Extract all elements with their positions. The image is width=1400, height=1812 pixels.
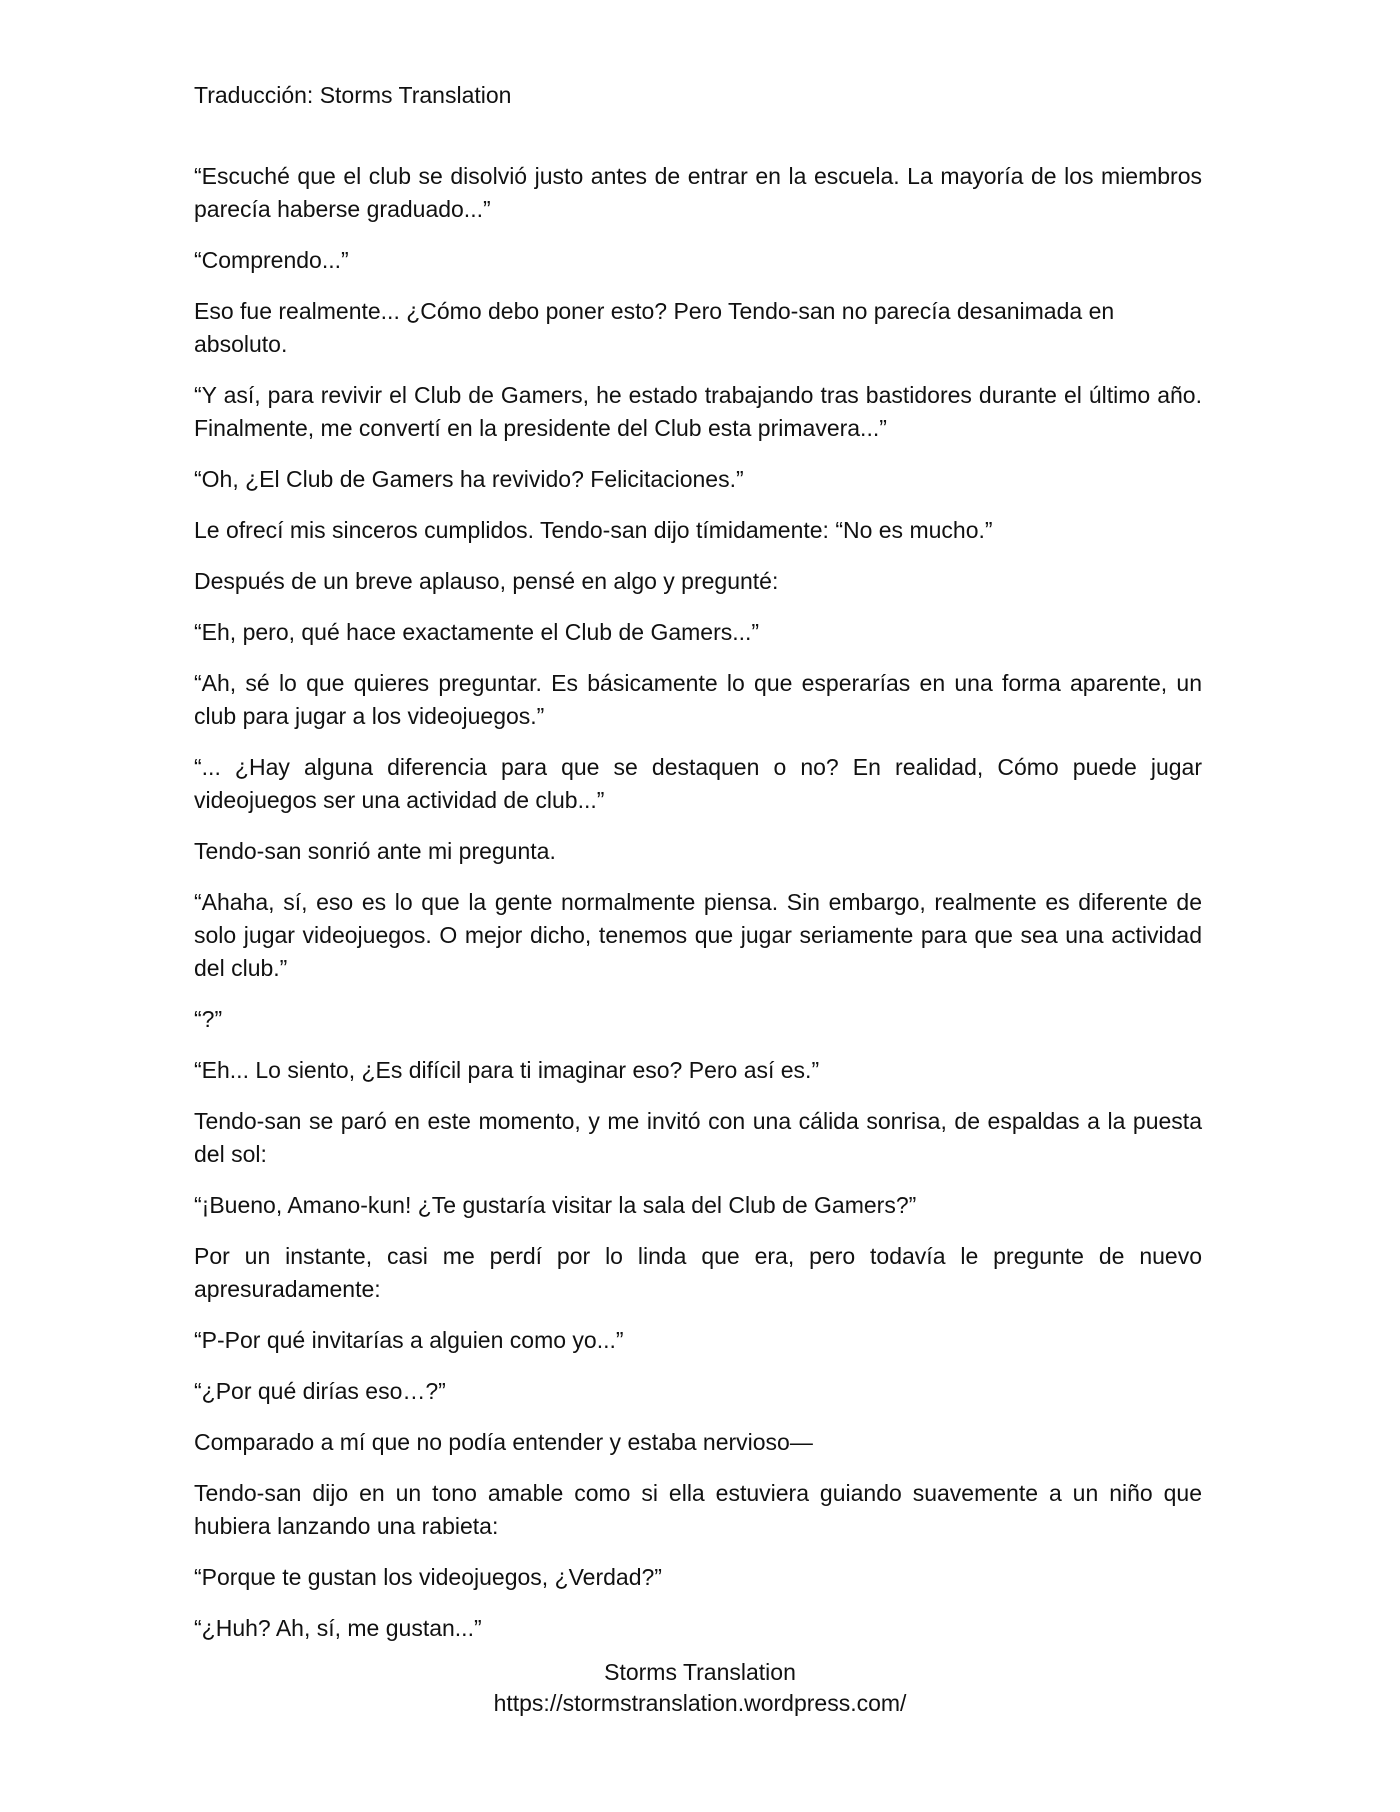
paragraph: Por un instante, casi me perdí por lo linda que era, pero todavía le pregunte de nuevo apresuradamente: [194, 1243, 1202, 1302]
paragraph: “Oh, ¿El Club de Gamers ha revivido? Felicitaciones.” [194, 466, 744, 492]
paragraph: “Porque te gustan los videojuegos, ¿Verdad?” [194, 1564, 662, 1590]
paragraph: Tendo-san dijo en un tono amable como si ella estuviera guiando suavemente a un niño que hubiera lanzando una rabieta: [194, 1480, 1202, 1539]
paragraph: “Y así, para revivir el Club de Gamers, he estado trabajando tras bastidores durante el último año. Finalmente, me convertí en la presidente del Club esta primavera...” [194, 382, 1202, 441]
paragraph: Comparado a mí que no podía entender y estaba nervioso— [194, 1429, 813, 1455]
footer-site-name: Storms Translation [604, 1659, 796, 1685]
footer-site-url: https://stormstranslation.wordpress.com/ [493, 1690, 907, 1716]
paragraph: “¿Huh? Ah, sí, me gustan...” [194, 1615, 482, 1641]
paragraph: “Eh... Lo siento, ¿Es difícil para ti imaginar eso? Pero así es.” [194, 1057, 820, 1083]
paragraph: Tendo-san sonrió ante mi pregunta. [194, 838, 556, 864]
paragraph: “Eh, pero, qué hace exactamente el Club de Gamers...” [194, 619, 760, 645]
paragraph: Tendo-san se paró en este momento, y me invitó con una cálida sonrisa, de espaldas a la puesta del sol: [194, 1108, 1202, 1167]
paragraph: “Comprendo...” [194, 247, 349, 273]
story-text [194, 160, 1202, 1663]
paragraph: Le ofrecí mis sinceros cumplidos. Tendo-san dijo tímidamente: “No es mucho.” [194, 517, 993, 543]
paragraph: “¡Bueno, Amano-kun! ¿Te gustaría visitar la sala del Club de Gamers?” [194, 1192, 917, 1218]
paragraph: Después de un breve aplauso, pensé en algo y pregunté: [194, 568, 779, 594]
paragraph: “Ahaha, sí, eso es lo que la gente normalmente piensa. Sin embargo, realmente es diferente de solo jugar videojuegos. O mejor dicho, tenemos que jugar seriamente para que sea una actividad del club.” [194, 889, 1202, 981]
translation-credit: Traducción: Storms Translation [194, 82, 512, 108]
paragraph: Eso fue realmente... ¿Cómo debo poner esto? Pero Tendo-san no parecía desanimada en absoluto. [194, 298, 1115, 357]
paragraph: “?” [194, 1006, 223, 1032]
paragraph: “Ah, sé lo que quieres preguntar. Es básicamente lo que esperarías en una forma aparente, un club para jugar a los videojuegos.” [194, 670, 1202, 729]
paragraph: “P-Por qué invitarías a alguien como yo...” [194, 1327, 624, 1353]
page-footer [0, 1657, 1400, 1719]
paragraph: “Escuché que el club se disolvió justo antes de entrar en la escuela. La mayoría de los miembros parecía haberse graduado...” [194, 163, 1202, 222]
paragraph: “... ¿Hay alguna diferencia para que se destaquen o no? En realidad, Cómo puede jugar videojuegos ser una actividad de club...” [194, 754, 1202, 813]
paragraph: “¿Por qué dirías eso…?” [194, 1378, 446, 1404]
